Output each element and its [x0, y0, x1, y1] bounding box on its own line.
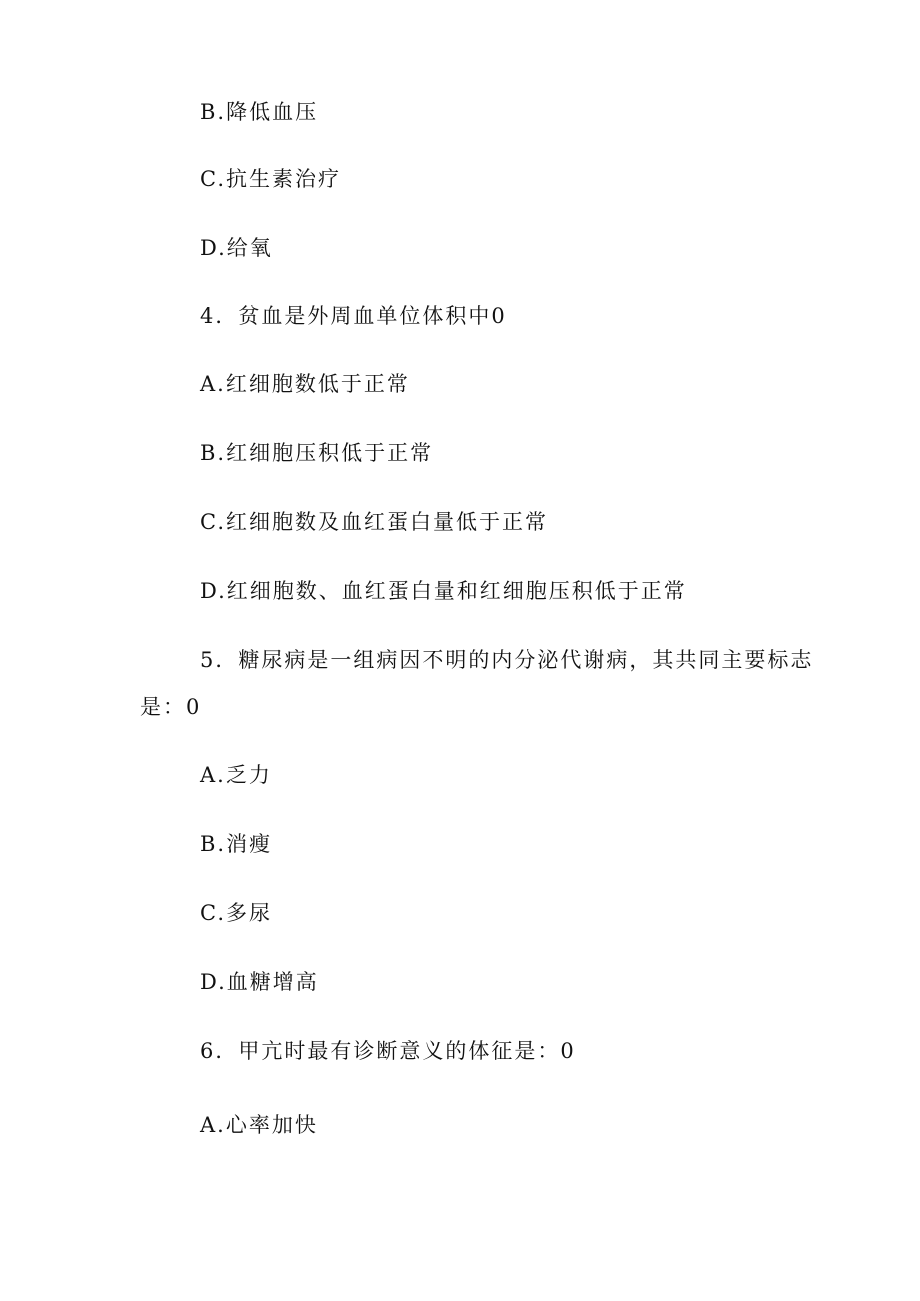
option-4c: C.红细胞数及血红蛋白量低于正常 [200, 510, 548, 534]
option-4b: B.红细胞压积低于正常 [200, 441, 434, 465]
option-5b: B.消瘦 [200, 832, 273, 856]
question-5-continued: 是：0 [140, 695, 202, 719]
option-4a: A.红细胞数低于正常 [200, 372, 410, 396]
question-6: 6．甲亢时最有诊断意义的体征是：0 [200, 1039, 576, 1063]
question-5: 5．糖尿病是一组病因不明的内分泌代谢病，其共同主要标志 [200, 648, 814, 672]
question-4: 4．贫血是外周血单位体积中0 [200, 304, 507, 328]
option-3b: B.降低血压 [200, 100, 319, 124]
option-5a: A.乏力 [200, 763, 272, 787]
option-3c: C.抗生素治疗 [200, 167, 341, 191]
option-3d: D.给氧 [200, 236, 273, 260]
option-6a: A.心率加快 [200, 1113, 318, 1137]
option-4d: D.红细胞数、血红蛋白量和红细胞压积低于正常 [200, 579, 687, 603]
option-5d: D.血糖增高 [200, 970, 319, 994]
option-5c: C.多尿 [200, 901, 272, 925]
